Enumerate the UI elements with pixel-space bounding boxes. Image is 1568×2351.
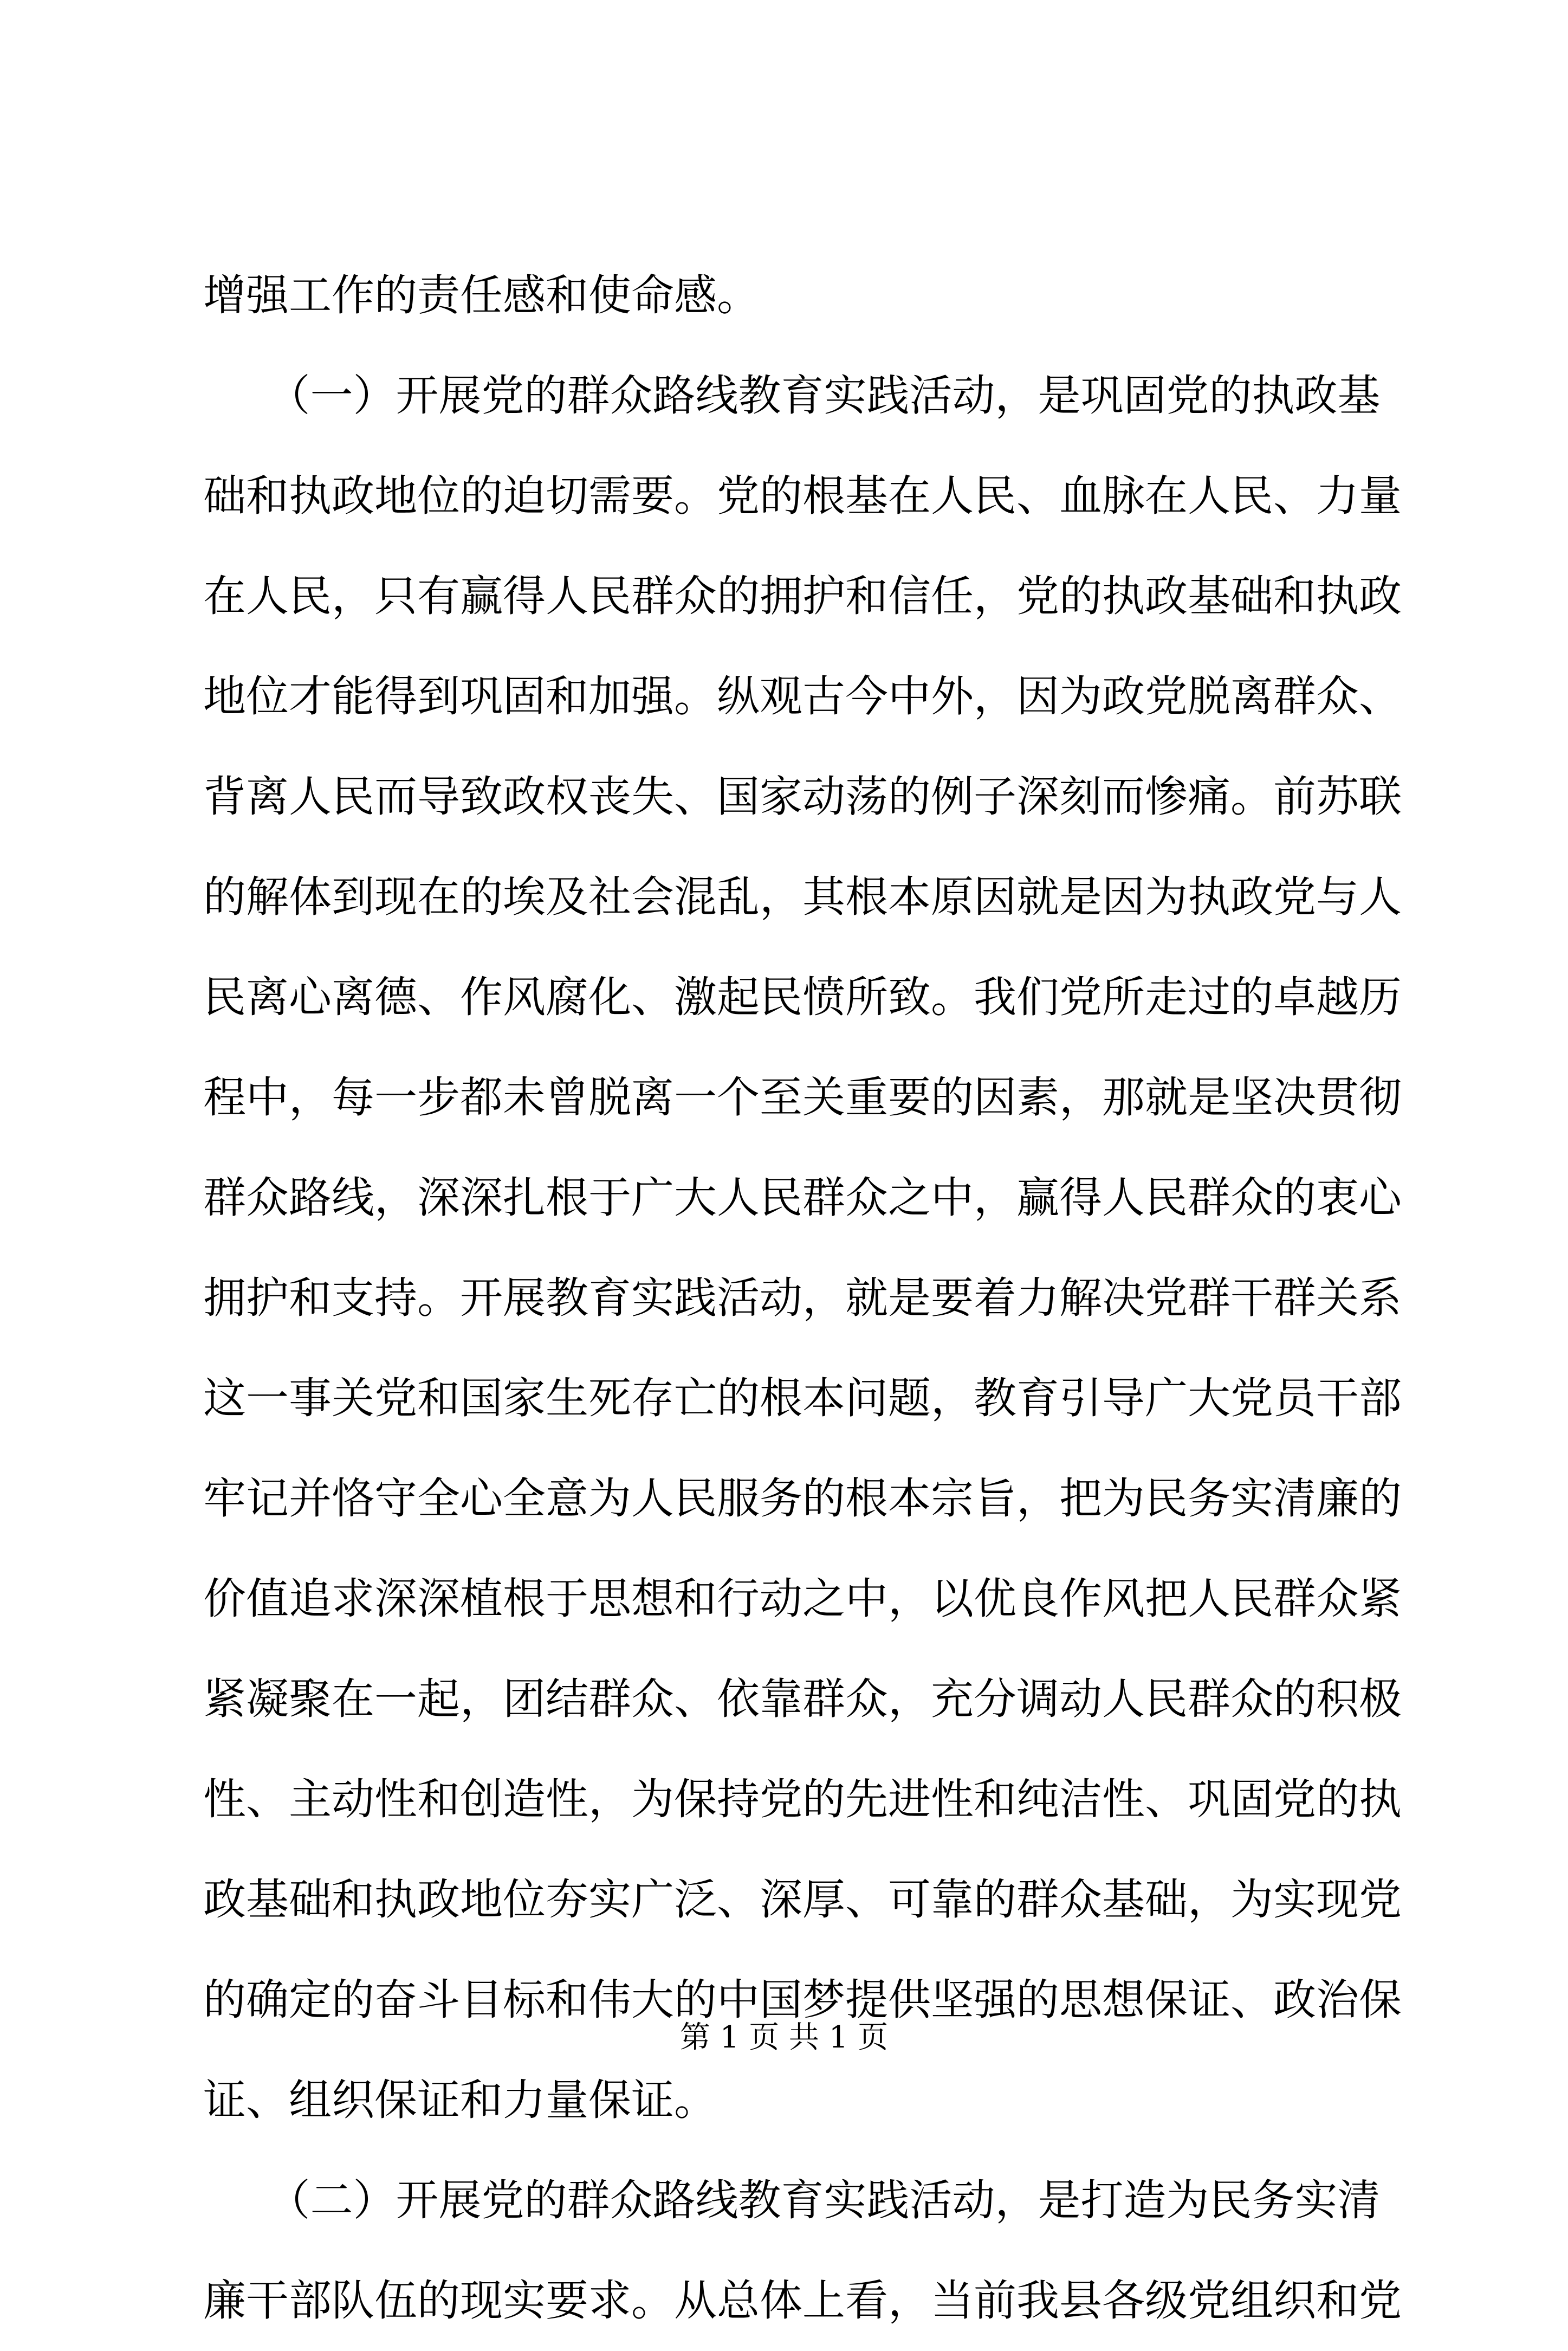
text-line: 这一事关党和国家生死存亡的根本问题，教育引导广大党员干部	[203, 1373, 1402, 1423]
page-footer: 第 1 页 共 1 页	[679, 2020, 889, 2055]
text-line: 的确定的奋斗目标和伟大的中国梦提供坚强的思想保证、政治保	[203, 1975, 1402, 2025]
text-line: 拥护和支持。开展教育实践活动，就是要着力解决党群干群关系	[203, 1273, 1402, 1323]
text-line: 政基础和执政地位夯实广泛、深厚、可靠的群众基础，为实现党	[203, 1875, 1402, 1924]
text-line: 牢记并恪守全心全意为人民服务的根本宗旨，把为民务实清廉的	[203, 1474, 1402, 1523]
text-line: 群众路线，深深扎根于广大人民群众之中，赢得人民群众的衷心	[203, 1173, 1402, 1223]
text-line: 的解体到现在的埃及社会混乱，其根本原因就是因为执政党与人	[203, 872, 1402, 922]
text-line: 在人民，只有赢得人民群众的拥护和信任，党的执政基础和执政	[203, 571, 1402, 621]
text-line: 程中，每一步都未曾脱离一个至关重要的因素，那就是坚决贯彻	[203, 1073, 1402, 1122]
text-line: 增强工作的责任感和使命感。	[203, 270, 760, 320]
text-line: 价值追求深深植根于思想和行动之中，以优良作风把人民群众紧	[203, 1574, 1402, 1624]
text-line: 证、组织保证和力量保证。	[203, 2075, 717, 2125]
text-line: 民离心离德、作风腐化、激起民愤所致。我们党所走过的卓越历	[203, 972, 1402, 1022]
text-line: 础和执政地位的迫切需要。党的根基在人民、血脉在人民、力量	[203, 471, 1402, 521]
text-line: 地位才能得到巩固和加强。纵观古今中外，因为政党脱离群众、	[203, 671, 1402, 721]
text-line: 紧凝聚在一起，团结群众、依靠群众，充分调动人民群众的积极	[203, 1674, 1402, 1724]
text-line: （二）开展党的群众路线教育实践活动，是打造为民务实清	[203, 2175, 1381, 2225]
text-line: 性、主动性和创造性，为保持党的先进性和纯洁性、巩固党的执	[203, 1774, 1402, 1824]
text-line: 背离人民而导致政权丧失、国家动荡的例子深刻而惨痛。前苏联	[203, 772, 1402, 822]
text-line: 廉干部队伍的现实要求。从总体上看，当前我县各级党组织和党	[203, 2276, 1402, 2326]
text-line: （一）开展党的群众路线教育实践活动，是巩固党的执政基	[203, 371, 1381, 421]
